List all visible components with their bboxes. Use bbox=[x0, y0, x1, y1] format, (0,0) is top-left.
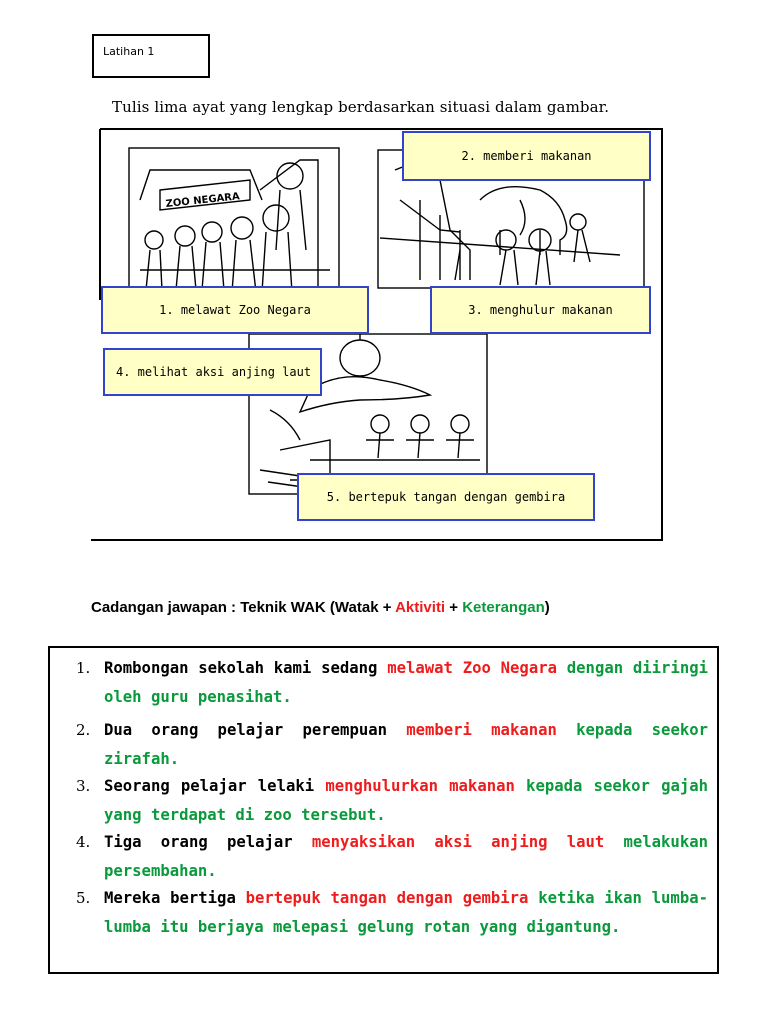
answer-item bbox=[76, 654, 708, 712]
zoo-sign-text: ZOO NEGARA bbox=[165, 191, 241, 210]
label-bertepuk-tangan bbox=[297, 473, 595, 521]
answer-keterangan: melakukan persembahan. bbox=[104, 833, 708, 880]
label-aksi-anjing-laut bbox=[103, 348, 322, 396]
answer-number: 3. bbox=[76, 777, 91, 795]
answer-watak: Mereka bertiga bbox=[104, 889, 246, 907]
answer-aktiviti: menyaksikan aksi anjing laut bbox=[311, 833, 605, 851]
answer-number: 2. bbox=[76, 721, 91, 739]
answer-watak: Tiga orang pelajar bbox=[104, 833, 312, 851]
answer-watak: Seorang pelajar lelaki bbox=[104, 777, 326, 795]
answer-aktiviti: menghulurkan makanan bbox=[325, 777, 515, 795]
label-text: 4. melihat aksi anjing laut bbox=[116, 365, 312, 379]
answer-keterangan: kepada seekor gajah yang terdapat di zoo tersebut. bbox=[104, 777, 709, 824]
label-text: 1. melawat Zoo Negara bbox=[159, 303, 311, 317]
answers-box bbox=[48, 646, 719, 974]
answer-item bbox=[76, 828, 708, 886]
answer-aktiviti: memberi makanan bbox=[406, 721, 557, 739]
answer-aktiviti: melawat Zoo Negara bbox=[387, 659, 557, 677]
answer-keterangan: ketika ikan lumba-lumba itu berjaya melepasi gelung rotan yang digantung. bbox=[104, 889, 708, 936]
instruction-text: Tulis lima ayat yang lengkap berdasarkan situasi dalam gambar. bbox=[112, 98, 610, 116]
answer-number: 5. bbox=[76, 889, 91, 907]
label-text: 2. memberi makanan bbox=[461, 149, 592, 163]
label-melawat-zoo bbox=[101, 286, 369, 334]
label-text: 3. menghulur makanan bbox=[468, 303, 613, 317]
suggested-answer-heading bbox=[91, 599, 550, 616]
heading-suffix: ) bbox=[544, 599, 550, 616]
answer-keterangan: dengan diiringi oleh guru penasihat. bbox=[104, 659, 708, 706]
heading-plus: + bbox=[445, 599, 463, 616]
answer-item bbox=[76, 716, 708, 774]
answer-number: 1. bbox=[76, 659, 91, 677]
answer-aktiviti: bertepuk tangan dengan gembira bbox=[245, 889, 529, 907]
answer-number: 4. bbox=[76, 833, 91, 851]
answer-keterangan: kepada seekor zirafah. bbox=[104, 721, 708, 768]
label-memberi-makanan bbox=[402, 131, 651, 181]
answer-watak: Rombongan sekolah kami sedang bbox=[104, 659, 388, 677]
heading-aktiviti: Aktiviti bbox=[395, 599, 446, 616]
exercise-title: Latihan 1 bbox=[103, 45, 155, 58]
heading-prefix: Cadangan jawapan : Teknik WAK (Watak + bbox=[91, 599, 396, 616]
label-text: 5. bertepuk tangan dengan gembira bbox=[326, 490, 566, 504]
answer-item bbox=[76, 884, 708, 942]
answer-item bbox=[76, 772, 709, 830]
answer-watak: Dua orang pelajar perempuan bbox=[104, 721, 407, 739]
heading-keterangan: Keterangan bbox=[462, 599, 545, 616]
label-menghulur-makanan bbox=[430, 286, 651, 334]
